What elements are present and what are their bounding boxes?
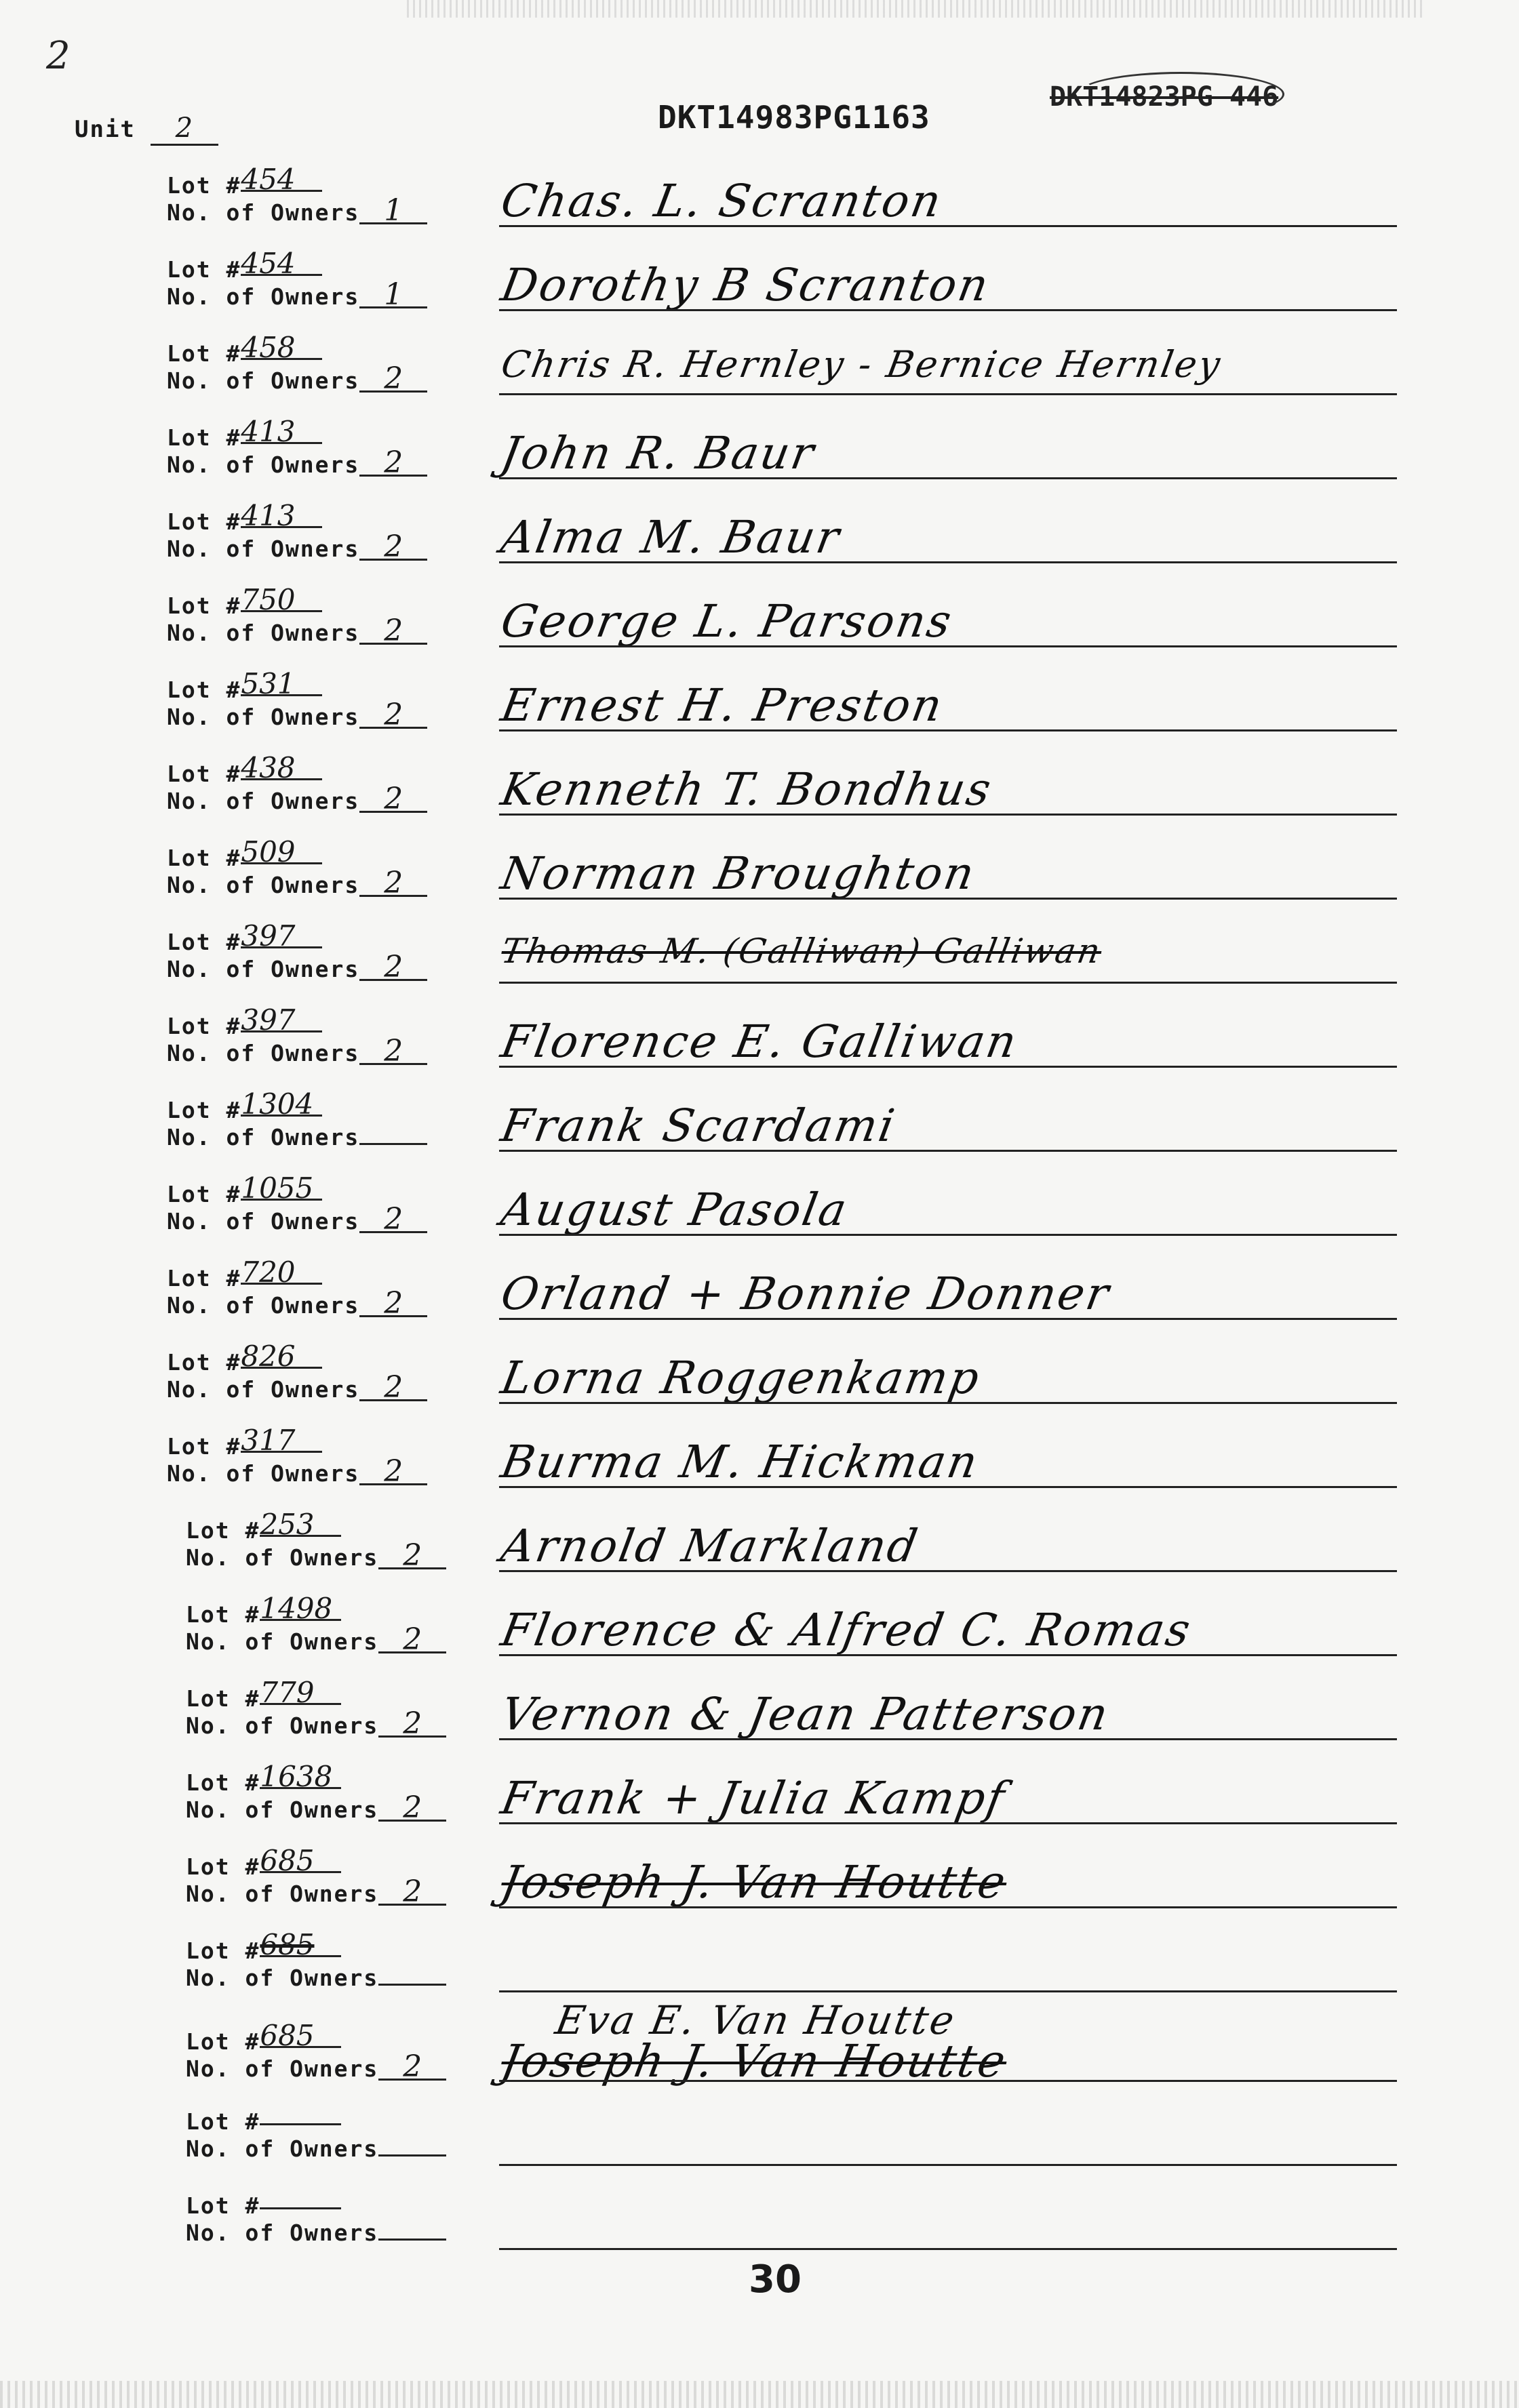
- signature-line: [499, 1402, 1397, 1404]
- entry-labels: [186, 2192, 446, 2247]
- owners-line: [167, 1370, 427, 1405]
- lot-line: [186, 1928, 446, 1965]
- owners-label: No. of Owners: [186, 2135, 379, 2162]
- signature-line: [499, 1234, 1397, 1236]
- lot-number: 413: [241, 506, 322, 528]
- owners-label: No. of Owners: [167, 536, 360, 562]
- signature-line: [499, 393, 1397, 395]
- signature-line: [499, 729, 1397, 731]
- unit-field: [75, 113, 218, 146]
- lot-number: 750: [241, 590, 322, 612]
- owners-count: 2: [378, 1712, 446, 1738]
- owners-count: 2: [359, 1040, 427, 1065]
- owners-line: [167, 529, 427, 564]
- signature-line: [499, 1654, 1397, 1656]
- owners-line: [186, 1874, 446, 1909]
- owner-signature: Florence E. Galliwan: [497, 1016, 1023, 1068]
- owners-count: 2: [359, 956, 427, 981]
- owners-label: No. of Owners: [167, 1292, 360, 1319]
- entry-labels: [167, 1340, 427, 1405]
- owner-signature: Norman Broughton: [497, 847, 981, 900]
- owners-label: No. of Owners: [167, 283, 360, 310]
- owners-label: No. of Owners: [186, 1628, 379, 1655]
- entry-labels: [167, 247, 427, 312]
- owners-line: [186, 1790, 446, 1825]
- owners-count: 2: [359, 1376, 427, 1401]
- entry-labels: [167, 499, 427, 564]
- signature-line: [499, 225, 1397, 227]
- lot-label: Lot #: [167, 508, 241, 535]
- lot-label: Lot #: [167, 929, 241, 955]
- docket-stamp-old: [1050, 81, 1278, 113]
- entry-labels: [167, 667, 427, 732]
- owner-signature: Vernon & Jean Patterson: [497, 1688, 1114, 1740]
- owners-label: No. of Owners: [167, 704, 360, 730]
- entry-row: [0, 1424, 1519, 1508]
- lot-label: Lot #: [167, 172, 241, 199]
- owners-count: 2: [378, 1881, 446, 1906]
- entry-labels: [186, 2019, 446, 2084]
- unit-value: 2: [151, 113, 218, 146]
- lot-label: Lot #: [186, 1685, 260, 1712]
- owners-count: 2: [359, 704, 427, 729]
- lot-label: Lot #: [186, 2028, 260, 2055]
- signature-line: [499, 1486, 1397, 1488]
- lot-number: 531: [241, 674, 322, 696]
- owner-signature: Florence & Alfred C. Romas: [497, 1604, 1196, 1656]
- lot-label: Lot #: [167, 1349, 241, 1376]
- signature-line: [499, 1990, 1397, 1992]
- owners-label: No. of Owners: [167, 1124, 360, 1150]
- entry-row: [0, 583, 1519, 667]
- owner-entries: [0, 163, 1519, 2270]
- entry-row: [0, 1844, 1519, 1928]
- owner-signature: Orland + Bonnie Donner: [497, 1268, 1115, 1320]
- owners-label: No. of Owners: [167, 367, 360, 394]
- lot-number: 438: [241, 758, 322, 780]
- lot-number: [260, 2123, 341, 2125]
- owners-label: No. of Owners: [167, 956, 360, 982]
- lot-label: Lot #: [167, 761, 241, 787]
- entry-row: [0, 1256, 1519, 1340]
- docket-stamp-old-text: DKT14823PG 446: [1050, 81, 1279, 113]
- lot-label: Lot #: [167, 593, 241, 619]
- entry-labels: [186, 1676, 446, 1741]
- owners-count: 2: [359, 367, 427, 393]
- owners-label: No. of Owners: [167, 1376, 360, 1403]
- lot-number: 1304: [241, 1094, 322, 1117]
- entry-labels: [186, 1592, 446, 1657]
- entry-row: [0, 415, 1519, 499]
- owners-label: No. of Owners: [186, 1797, 379, 1823]
- entry-row: [0, 1760, 1519, 1844]
- entry-labels: [167, 415, 427, 480]
- lot-number: 458: [241, 338, 322, 360]
- owners-line: [186, 1706, 446, 1741]
- signature-line: [499, 2080, 1397, 2082]
- signature-line: [499, 2164, 1397, 2166]
- entry-row: [0, 1087, 1519, 1171]
- signature-line: [499, 2248, 1397, 2250]
- owners-count: [378, 2239, 446, 2241]
- lot-number: 454: [241, 254, 322, 276]
- owners-line: [186, 1538, 446, 1573]
- owner-signature: Kenneth T. Bondhus: [497, 763, 997, 816]
- owners-line: [167, 782, 427, 816]
- owner-signature: Chas. L. Scranton: [497, 175, 947, 227]
- entry-labels: [167, 1424, 427, 1489]
- lot-number: 1055: [241, 1178, 322, 1201]
- lot-label: Lot #: [186, 2192, 260, 2219]
- lot-label: Lot #: [186, 2108, 260, 2135]
- signature-line: [499, 309, 1397, 311]
- entry-labels: [167, 919, 427, 984]
- lot-number: 317: [241, 1430, 322, 1453]
- signature-line: [499, 1150, 1397, 1152]
- lot-label: Lot #: [167, 1181, 241, 1207]
- owners-label: No. of Owners: [167, 788, 360, 814]
- owners-count: 1: [359, 283, 427, 308]
- owner-signature: August Pasola: [497, 1184, 852, 1236]
- owners-count: 2: [378, 1628, 446, 1653]
- owners-count: 1: [359, 199, 427, 224]
- owner-signature: Joseph J. Van Houtte: [497, 2035, 1012, 2087]
- lot-label: Lot #: [186, 1769, 260, 1796]
- owners-line: [186, 1622, 446, 1657]
- owner-signature: Joseph J. Van Houtte: [497, 1856, 1012, 1908]
- owners-label: No. of Owners: [186, 2055, 379, 2082]
- entry-labels: [167, 835, 427, 900]
- owner-signature: George L. Parsons: [497, 595, 958, 647]
- owners-line: [167, 1034, 427, 1068]
- lot-label: Lot #: [167, 1433, 241, 1460]
- owners-line: [186, 2049, 446, 2084]
- lot-label: Lot #: [167, 256, 241, 283]
- owners-line: [167, 445, 427, 480]
- lot-number: 1498: [260, 1599, 341, 1621]
- signature-line: [499, 1570, 1397, 1572]
- entry-labels: [186, 2108, 446, 2163]
- entry-labels: [186, 1844, 446, 1909]
- owners-label: No. of Owners: [186, 1544, 379, 1571]
- entry-row: [0, 1340, 1519, 1424]
- owners-label: No. of Owners: [186, 1965, 379, 1991]
- owner-signature: Chris R. Hernley - Bernice Hernley: [498, 343, 1225, 386]
- entry-labels: [167, 751, 427, 816]
- lot-number: 685: [260, 2026, 341, 2048]
- entry-row: [0, 247, 1519, 331]
- owners-count: 2: [359, 452, 427, 477]
- owners-count: 2: [378, 2055, 446, 2081]
- lot-number: 413: [241, 422, 322, 444]
- lot-line: [186, 2108, 446, 2135]
- lot-number: 397: [241, 926, 322, 948]
- entry-row: [0, 835, 1519, 919]
- owner-signature: Dorothy B Scranton: [497, 259, 994, 311]
- owners-count: [378, 1984, 446, 1986]
- owners-count: 2: [359, 620, 427, 645]
- signature-line: [499, 814, 1397, 816]
- docket-stamp: DKT14983PG1163: [658, 99, 930, 136]
- entry-labels: [186, 1760, 446, 1825]
- owners-line: [186, 1965, 446, 1992]
- entry-row: [0, 499, 1519, 583]
- lot-number: 397: [241, 1010, 322, 1032]
- lot-number: 826: [241, 1346, 322, 1369]
- owners-line: [167, 193, 427, 228]
- entry-labels: [186, 1928, 446, 1992]
- signature-line: [499, 1066, 1397, 1068]
- entry-labels: [167, 1087, 427, 1151]
- signature-line: [499, 1738, 1397, 1740]
- owners-count: 2: [359, 1208, 427, 1233]
- lot-number: 720: [241, 1262, 322, 1285]
- lot-number: 779: [260, 1683, 341, 1705]
- owner-signature-upper: Eva E. Van Houtte: [552, 1997, 960, 2043]
- owners-label: No. of Owners: [186, 1712, 379, 1739]
- entry-row: [0, 1997, 1519, 2102]
- entry-row: [0, 1592, 1519, 1676]
- lot-label: Lot #: [186, 1601, 260, 1628]
- owners-label: No. of Owners: [186, 2220, 379, 2246]
- owners-line: [167, 614, 427, 648]
- lot-label: Lot #: [167, 1265, 241, 1291]
- owners-count: 2: [378, 1797, 446, 1822]
- lot-number: 454: [241, 169, 322, 192]
- owner-signature: Alma M. Baur: [497, 511, 845, 563]
- entry-labels: [167, 331, 427, 396]
- owners-line: [186, 2135, 446, 2163]
- scan-noise-top: [407, 0, 1424, 18]
- owners-line: [167, 698, 427, 732]
- owner-signature: Frank Scardami: [497, 1100, 901, 1152]
- owners-label: No. of Owners: [167, 452, 360, 478]
- signature-line: [499, 477, 1397, 479]
- entry-row: [0, 1508, 1519, 1592]
- entry-row: [0, 1003, 1519, 1087]
- owners-label: No. of Owners: [167, 1460, 360, 1487]
- signature-line: [499, 1822, 1397, 1824]
- lot-label: Lot #: [186, 1517, 260, 1544]
- lot-label: Lot #: [186, 1853, 260, 1880]
- owners-line: [167, 950, 427, 984]
- lot-label: Lot #: [167, 340, 241, 367]
- signature-line: [499, 982, 1397, 984]
- entry-row: [0, 1171, 1519, 1256]
- lot-label: Lot #: [186, 1938, 260, 1964]
- lot-label: Lot #: [167, 1097, 241, 1123]
- entry-row: [0, 163, 1519, 247]
- owner-signature: Thomas M. (Galliwan) Galliwan: [498, 931, 1105, 971]
- owners-line: [167, 1202, 427, 1237]
- owners-count: 2: [359, 536, 427, 561]
- owner-signature: Burma M. Hickman: [497, 1436, 983, 1488]
- owners-line: [167, 1454, 427, 1489]
- entry-row: [0, 919, 1519, 1003]
- signature-line: [499, 1906, 1397, 1908]
- owner-signature: Ernest H. Preston: [497, 679, 948, 731]
- owners-count: [359, 1143, 427, 1145]
- lot-number: 1638: [260, 1767, 341, 1789]
- owners-line: [167, 866, 427, 900]
- owners-count: 2: [359, 1292, 427, 1317]
- entry-labels: [167, 163, 427, 228]
- owners-line: [167, 361, 427, 396]
- owners-count: 2: [378, 1544, 446, 1569]
- owner-signature: Lorna Roggenkamp: [497, 1352, 985, 1404]
- lot-label: Lot #: [167, 845, 241, 871]
- owners-line: [167, 1124, 427, 1151]
- owners-label: No. of Owners: [167, 1040, 360, 1066]
- entry-labels: [167, 1171, 427, 1237]
- entry-labels: [167, 1003, 427, 1068]
- owners-label: No. of Owners: [186, 1881, 379, 1907]
- owners-label: No. of Owners: [167, 1208, 360, 1235]
- owners-line: [167, 1286, 427, 1321]
- entry-labels: [167, 583, 427, 648]
- lot-line: [167, 1087, 427, 1124]
- owner-signature: Frank + Julia Kampf: [497, 1772, 1010, 1824]
- unit-label: Unit: [75, 116, 136, 143]
- owners-count: [378, 2154, 446, 2156]
- entry-labels: [167, 1256, 427, 1321]
- owners-label: No. of Owners: [167, 620, 360, 646]
- lot-number: [260, 2207, 341, 2209]
- signature-line: [499, 561, 1397, 563]
- corner-mark: 2: [46, 34, 71, 78]
- owner-signature: John R. Baur: [497, 427, 820, 479]
- entry-row: [0, 331, 1519, 415]
- lot-label: Lot #: [167, 1013, 241, 1039]
- signature-line: [499, 898, 1397, 900]
- lot-number: 509: [241, 842, 322, 864]
- owners-count: 2: [359, 872, 427, 897]
- page-number: 30: [749, 2258, 802, 2302]
- owner-signature: Arnold Markland: [497, 1520, 924, 1572]
- owners-label: No. of Owners: [167, 199, 360, 226]
- lot-label: Lot #: [167, 424, 241, 451]
- lot-number: 685: [260, 1851, 341, 1873]
- entry-row: [0, 751, 1519, 835]
- entry-row: [0, 2102, 1519, 2186]
- owners-line: [186, 2220, 446, 2247]
- lot-number: 685: [260, 1935, 341, 1957]
- owners-line: [167, 277, 427, 312]
- owners-label: No. of Owners: [167, 872, 360, 898]
- lot-number: 253: [260, 1514, 341, 1537]
- owners-count: 2: [359, 1460, 427, 1485]
- lot-label: Lot #: [167, 677, 241, 703]
- lot-line: [186, 2192, 446, 2220]
- entry-row: [0, 667, 1519, 751]
- signature-line: [499, 1318, 1397, 1320]
- scan-noise-bottom: [0, 2381, 1519, 2408]
- owners-count: 2: [359, 788, 427, 813]
- signature-line: [499, 645, 1397, 647]
- entry-labels: [186, 1508, 446, 1573]
- entry-row: [0, 1676, 1519, 1760]
